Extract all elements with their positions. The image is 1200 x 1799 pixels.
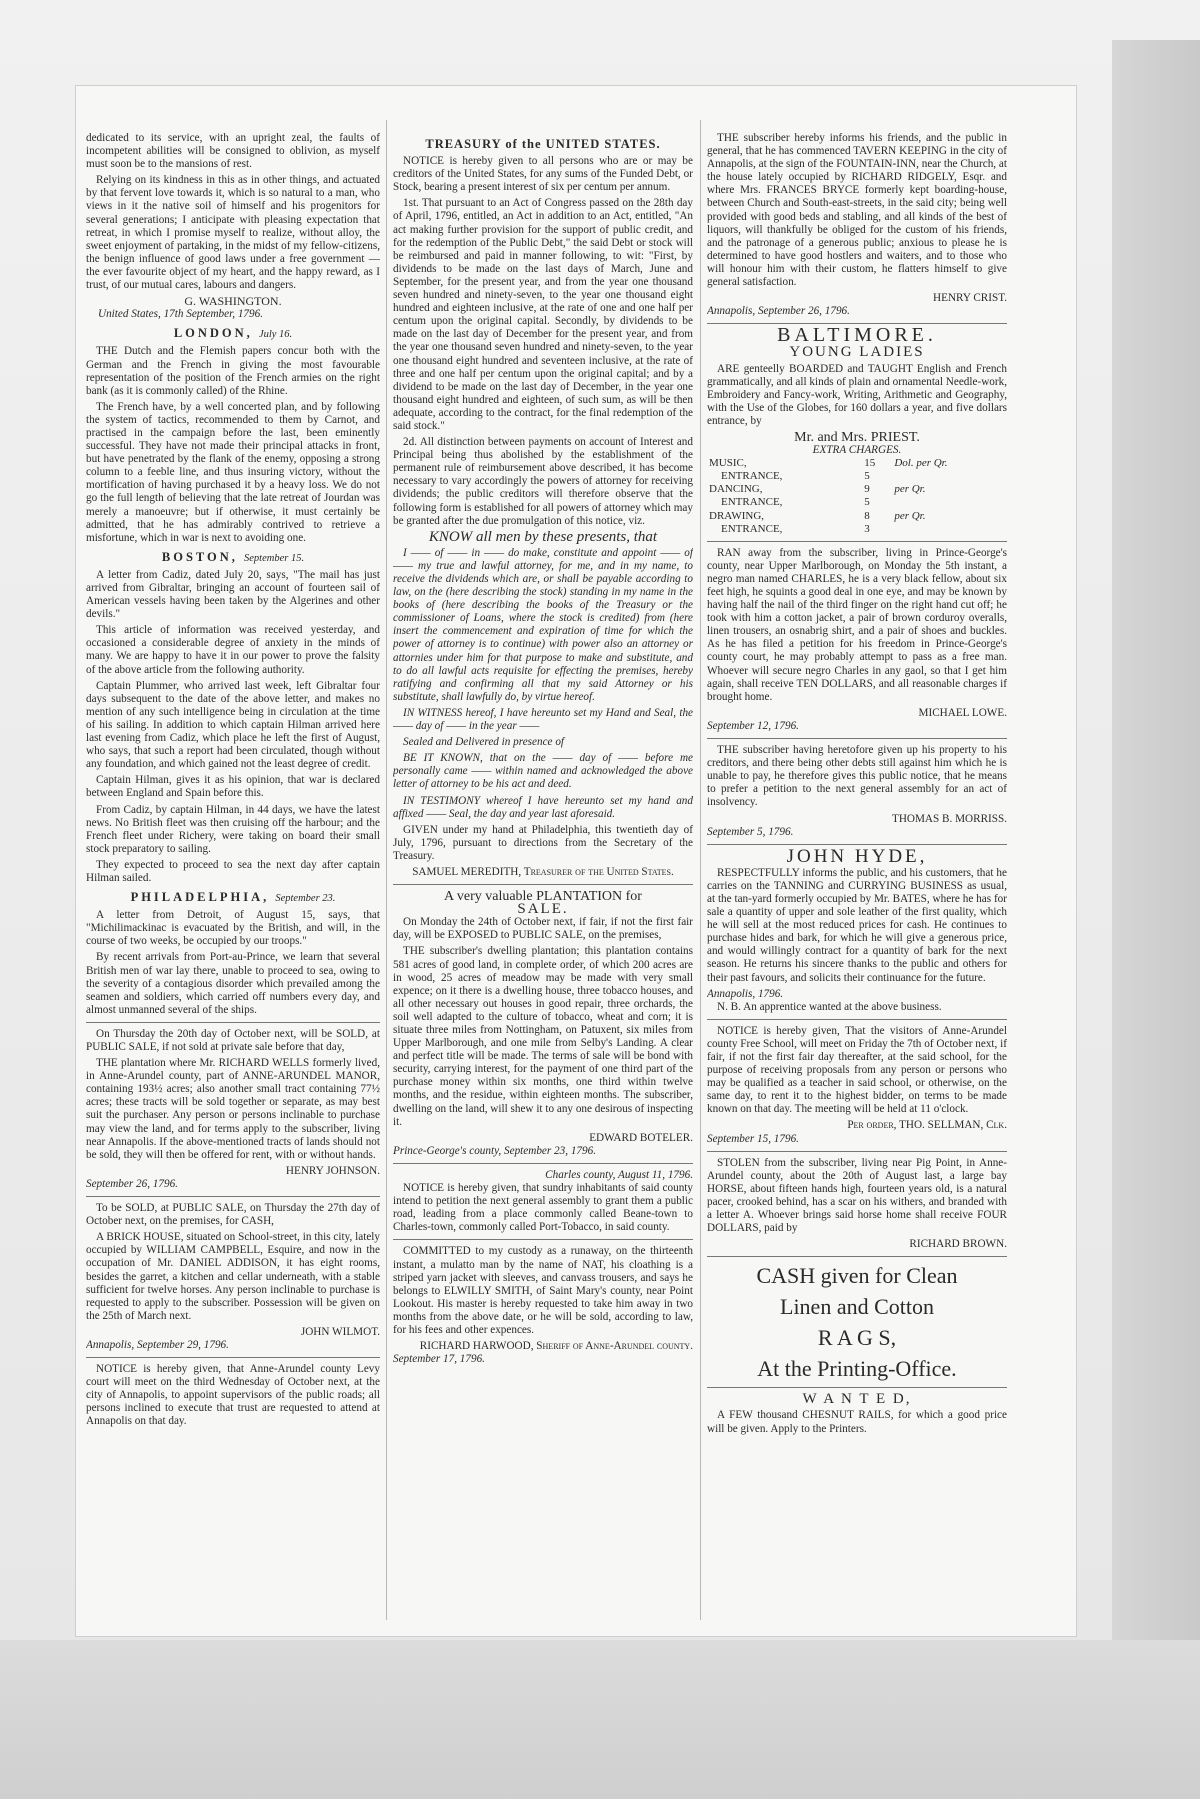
ad-text: THE subscriber hereby informs his friends, and the public in general, that he has commenced TAVERN KEEPING in the city of Annapolis, at the sign of the FOUNTAIN-INN, near the Church, at the house lately occupied by RICHARD RIDGELY, Esqr. and where Mrs. FRANCES BRYCE formerly kept boarding-house, between Church and South-east-streets, in the said city; being well provided with good beds and stabling, and all kinds of the best of liquors, will thankfully be obliged for the custom of his friends, and the patronage of a generous public; anxious to please he is determined to have good hostlers and waiters, and to those who will honour him with their custom, he flatters himself to give general satisfaction.	[707, 132, 1007, 289]
divider	[707, 541, 1007, 542]
ad-signature: HENRY JOHNSON.	[285, 1164, 380, 1177]
article-text: NOTICE is hereby given to all persons who are or may be creditors of the United States, for any sums of the Funded Debt, or Stock, bearing a present interest of six per centum per annum.	[393, 155, 693, 194]
charge-amount: 8	[864, 509, 870, 522]
ad-signature: JOHN WILMOT.	[300, 1325, 380, 1338]
section-heading	[86, 891, 380, 905]
ad-text: NOTICE is hereby given, That the visitors of Anne-Arundel county Free School, will meet on Friday the 7th of October next, if fair, if not the first fair day thereafter, at the said school, for the purpose of receiving proposals from any person or persons who may be qualified as a teacher in said school, or otherwise, on the same day, to rent it to the highest bidder, on terms to be made known on that day. The meeting will be held at 11 o'clock.	[707, 1024, 1007, 1116]
scanner-edge	[1112, 40, 1200, 1799]
article-text: GIVEN under my hand at Philadelphia, this twentieth day of July, 1796, pursuant to directions from the Secretary of the Treasury.	[393, 823, 693, 862]
ad-signature: THOMAS B. MORRISS.	[891, 812, 1007, 825]
treasurer-signature: SAMUEL MEREDITH, Treasurer of the United States.	[412, 865, 674, 878]
article-text: By recent arrivals from Port-au-Prince, we learn that several British men of war lay there, unable to proceed to sea, owing to the severity of a contagious disorder which prevailed among the seamen and soldiers, which carried off numbers every day, and almost unmanned several of the ships.	[86, 951, 380, 1016]
ad-signature: Per order, THO. SELLMAN, Clk.	[847, 1119, 1007, 1132]
treasury-heading: TREASURY of the UNITED STATES.	[425, 137, 661, 151]
table-row	[707, 457, 1007, 470]
charges-table	[707, 457, 1007, 536]
ad-signature: EDWARD BOTELER.	[589, 1131, 693, 1144]
ad-text: THE subscriber having heretofore given up his property to his creditors, and there being other debts still against him which he is unable to pay, he therefore gives this public notice, that he means to prefer a petition to the next general assembly for an act of insolvency.	[707, 744, 1007, 809]
table-row	[707, 496, 1007, 509]
cash-heading: Linen and Cotton	[780, 1294, 934, 1320]
divider	[86, 1022, 380, 1023]
young-ladies-heading: YOUNG LADIES	[789, 344, 925, 361]
charge-unit: Dol. per Qr.	[894, 457, 948, 470]
signature: G. WASHINGTON.	[184, 294, 282, 309]
ad-text: COMMITTED to my custody as a runaway, on the thirteenth instant, a mulatto man by the name of NAT, his cloathing is a striped yarn jacket with sleeves, and canvass trousers, and says he belongs to ELWILLY SMITH, of Saint Mary's county, near Point Lookout. His master is hereby requested to take him away in two months from the above date, or he will be sold, according to law, for his fees and other expences.	[393, 1245, 693, 1336]
heading-date: September 15.	[244, 552, 305, 564]
ad-text: NOTICE is hereby given, that Anne-Arundel county Levy court will meet on the third Wednesday of October next, at the city of Annapolis, to appoint supervisors of the public roads; all persons inclined to execute that trust are requested to attend at Annapolis on that day.	[86, 1363, 380, 1428]
article-text: This article of information was received yesterday, and occasioned a considerable degree of anxiety in the minds of many. We are happy to have it in our power to prove the falsity of the above article from the following authority.	[86, 624, 380, 676]
ad-text: ARE genteelly BOARDED and TAUGHT English and French grammatically, and all kinds of plain and ornamental Needle-work, Embroidery and Fancy-work, Writing, Arithmetic and Geography, with the Use of the Globes, for 160 dollars a year, and five dollars entrance, by	[707, 362, 1007, 427]
ad-text: RESPECTFULLY informs the public, and his customers, that he carries on the TANNING and CURRYING BUSINESS as usual, at the tan-yard formerly occupied by Mr. BATES, where he has for sale a quantity of upper and sole leather of the first quality, which he will sell at the most reduced prices for cash. He continues to purchase hides and bark, for which he will give a generous price, and would willingly contract for a quantity of bark for the next season. He returns his sincere thanks to the public and others for their past favours, and solicits their continuance for the future.	[707, 866, 1007, 984]
table-row	[707, 483, 1007, 496]
divider	[393, 1239, 693, 1240]
heading-text: PHILADELPHIA,	[130, 890, 270, 905]
section-heading	[86, 551, 380, 565]
column-rule	[386, 120, 387, 1620]
charge-unit: per Qr.	[894, 509, 926, 522]
charge-item: ENTRANCE,	[721, 496, 783, 509]
ad-text: NOTICE is hereby given, that sundry inhabitants of said county intend to petition the next general assembly to grant them a public road, leading from a place commonly called Beane-town to Charles-town, commonly called Port-Tobacco, in said county.	[393, 1182, 693, 1234]
ad-text: RAN away from the subscriber, living in Prince-George's county, near Upper Marlborough, on Monday the 5th instant, a negro man named CHARLES, he is a very black fellow, about six feet high, he squints a good deal in one eye, and may be known by having half the nail of the third finger on the right hand cut off; he took with him a cotton jacket, a pair of brown corduroy overalls, linen trousers, an osnabrig shirt, and a pair of shoes and buckles. As he has filed a petition for his freedom in Prince-George's county court, he may probably attempt to pass as a free man. Whoever will secure negro Charles in any gaol, so that I get him again, shall receive TEN DOLLARS, and all reasonable charges if brought home.	[707, 546, 1007, 703]
form-text: I —— of —— in —— do make, constitute and appoint —— of —— my true and lawful attorney, for me, and in my name, to receive the dividends which are, or shall be payable according to law, on the (here describing the stock) standing in my name in the books of (here describing the books of the Treasury or the commissioner of Loans, where the stock is credited) from (here insert the commencement and expiration of time for which the power of attorney is to continue) with power also an attorney or attornies under him for that purpose to make and substitute, and to do all lawful acts requisite for effecting the premises, hereby ratifying and confirming all that my said Attorney or his substitute, shall lawfully do, by virtue hereof.	[393, 546, 693, 703]
ad-text: On Monday the 24th of October next, if fair, if not the first fair day, will be EXPOSED to PUBLIC SALE, on the premises,	[393, 916, 693, 942]
charge-amount: 3	[864, 522, 870, 535]
charge-amount: 5	[864, 496, 870, 509]
article-text: THE Dutch and the Flemish papers concur both with the German and the French in giving the most favourable representation of the position of the French armies on the right bank (as it is commonly called) of the Rhine.	[86, 345, 380, 397]
farewell-text: Relying on its kindness in this as in other things, and actuated by that fervent love towards it, which is so natural to a man, who views in it the native soil of himself and his progenitors for several generations; I anticipate with pleasing expectation that retreat, in which I promise myself to realize, without alloy, the sweet enjoyment of partaking, in the midst of my fellow-citizens, the benign influence of good laws under a free government — the ever favourite object of my heart, and the happy reward, as I trust, of our mutual cares, labours and dangers.	[86, 174, 380, 292]
charge-item: DANCING,	[709, 483, 763, 496]
extra-charges-heading: EXTRA CHARGES.	[812, 444, 902, 457]
divider	[86, 1196, 380, 1197]
divider	[707, 844, 1007, 845]
wanted-heading: W A N T E D,	[802, 1391, 912, 1408]
ad-heading: SALE.	[517, 901, 569, 918]
heading-date: September 23.	[275, 893, 336, 905]
ad-text: A BRICK HOUSE, situated on School-street, in this city, lately occupied by WILLIAM CAMPBELL, Esquire, and now in the occupation of Mr. DANIEL ADDISON, it has eight rooms, besides the garret, a kitchen and cellar underneath, with a stable sufficient for twelve horses. Any person inclinable to purchase is requested to apply to the subscriber. Possession will be given on the 25th of March next.	[86, 1231, 380, 1322]
article-text: 2d. All distinction between payments on account of Interest and Principal being thus abolished by the establishment of the permanent rule of reimbursement above described, it has become necessary to vary accordingly the powers of attorney for receiving dividends; the public creditors will therefore observe that the following form is established for all powers of attorney which may be granted after the due promulgation of this notice, viz.	[393, 436, 693, 527]
article-text: A letter from Cadiz, dated July 20, says, "The mail has just arrived from Gibraltar, bringing an account of fourteen sail of American vessels having been taken by the Algerines and other devils."	[86, 568, 380, 621]
form-text: BE IT KNOWN, that on the —— day of —— before me personally came —— within named and acknowledged the above letter of attorney to be his act and deed.	[393, 752, 693, 791]
ad-date: September 15, 1796.	[707, 1132, 799, 1145]
charge-item: MUSIC,	[709, 457, 747, 470]
divider	[707, 738, 1007, 739]
divider	[393, 884, 693, 885]
charge-amount: 9	[864, 483, 870, 496]
article-text: From Cadiz, by captain Hilman, in 44 days, we have the latest news. No British fleet was then cruising off the harbour; and the French fleet under Richery, were taking on board their small stock preparatory to sailing.	[86, 803, 380, 855]
form-text: Sealed and Delivered in presence of	[403, 736, 565, 749]
ad-heading: A very valuable PLANTATION for	[444, 889, 642, 905]
divider	[707, 1256, 1007, 1257]
divider	[707, 1387, 1007, 1388]
heading-text: BOSTON,	[161, 549, 238, 564]
article-text: Captain Plummer, who arrived last week, left Gibraltar four days subsequent to the date of the above letter, and makes no mention of any such intelligence being in circulation at the time of his sailing. In addition to which captain Hilman arrived here last evening from Cadiz, which place he left the first of August, who says, that such a report had been circulated, though without any foundation, and which gained not the least degree of credit.	[86, 679, 380, 771]
charge-unit	[892, 523, 1007, 536]
divider	[707, 1151, 1007, 1152]
ad-text: A FEW thousand CHESNUT RAILS, for which a good price will be given. Apply to the Printers.	[707, 1409, 1007, 1435]
hyde-heading: JOHN HYDE,	[786, 845, 928, 867]
charge-unit	[892, 496, 1007, 509]
charge-unit	[892, 470, 1007, 483]
charge-item: ENTRANCE,	[721, 470, 783, 483]
column-rule	[700, 120, 701, 1620]
ad-date: September 17, 1796.	[393, 1353, 485, 1366]
table-row	[707, 470, 1007, 483]
table-row	[707, 523, 1007, 536]
form-text: IN WITNESS hereof, I have hereunto set my Hand and Seal, the —— day of —— in the year ——	[393, 706, 693, 733]
heading-text: LONDON,	[173, 326, 253, 341]
ad-date: September 26, 1796.	[86, 1177, 178, 1190]
ad-text: STOLEN from the subscriber, living near Pig Point, in Anne-Arundel county, about the 20th of August last, a large bay HORSE, about fifteen hands high, fourteen years old, is a natural pacer, crooked behind, has a scar on his withers, and branded with a letter A. Whoever brings said horse home shall receive FOUR DOLLARS, paid by	[707, 1156, 1007, 1235]
charge-item: DRAWING,	[709, 509, 765, 522]
scanner-bottom	[0, 1640, 1200, 1799]
ad-signature: MICHAEL LOWE.	[918, 706, 1007, 719]
column-3	[707, 132, 1007, 1632]
article-text: Captain Hilman, gives it as his opinion, that war is declared between England and Spain before this.	[86, 774, 380, 800]
cash-heading: CASH given for Clean	[756, 1263, 958, 1289]
ad-text: THE subscriber's dwelling plantation; this plantation contains 581 acres of good land, in complete order, of which 200 acres are in wood, 25 acres of meadow may be made with very small expence; on it there is a dwelling house, three tobacco houses, and all other necessary out houses in good repair, three orchards, the soil well adapted to the culture of tobacco, wheat and corn; it is situate three miles from Nottingham, on Patuxent, six miles from Upper Marlborough, and one mile from Selby's Landing. A clear and perfect title will be made. The terms of sale will be bond with security, carrying interest, for the payment of one third part of the purchase money within six months, one third within twelve months, and the residue, within eighteen months. The subscriber, dwelling on the land, will shew it to any one desirous of inspecting it.	[393, 945, 693, 1128]
charge-item: ENTRANCE,	[721, 522, 783, 535]
article-text: The French have, by a well concerted plan, and by following the system of tactics, recommended to them by Carnot, and practised in the campaign before the last, been eminently successful. They have not made their principal attacks in front, but have penetrated by the flank of the enemy, opposing a strong column to a feeble line, and thus insuring victory, without the mortification of having purchased it by a heavy loss. We do not go the full length of believing that the late retreat of Jourdan was merely a manoeuvre; but if otherwise, it must certainly be admitted, that he has admirably contrived to retrieve a misfortune, which in war is next to avoiding one.	[86, 400, 380, 544]
ad-text: N. B. An apprentice wanted at the above business.	[717, 1000, 942, 1013]
farewell-text: dedicated to its service, with an upright zeal, the faults of incompetent abilities will be consigned to oblivion, as myself must soon be to the mansions of rest.	[86, 132, 380, 171]
ad-date: Annapolis, 1796.	[707, 987, 784, 1000]
ad-signature: Mr. and Mrs. PRIEST.	[794, 429, 920, 445]
know-heading: KNOW all men by these presents, that	[428, 528, 658, 545]
ad-date: September 5, 1796.	[707, 825, 794, 838]
ad-date: Annapolis, September 26, 1796.	[707, 305, 850, 318]
article-text: 1st. That pursuant to an Act of Congress passed on the 28th day of April, 1796, entitled, an Act in addition to an Act, entitled, "An act making further provision for the support of public credit, and for the redemption of the Public Debt," the said Debt or stock will be reimbursed and paid in manner following, to wit: "First, by dividends to be made on the last days of March, June and September, for the present year, and from the year one thousand seven hundred and ninety-seven, to the year one thousand eight hundred and eighteen inclusive, at the rate of one and one half per centum upon the original capital. Secondly, by dividends to be made on the last day of December for the present year, and from the year one thousand seven hundred and ninety-seven, to the year one thousand eight hundred and seventeen inclusive, at the rate of three and one half per centum upon the original capital; and by a dividend to be made on the last day of December, in the year one thousand eight hundred and eighteen, of such sum, as will be then adequate, according to the contract, for the final redemption of the said stock."	[393, 197, 693, 432]
cash-heading: R A G S,	[817, 1325, 897, 1351]
ad-date: September 12, 1796.	[707, 719, 799, 732]
ad-text: On Thursday the 20th day of October next, will be SOLD, at PUBLIC SALE, if not sold at private sale before that day,	[86, 1027, 380, 1053]
column-2	[393, 132, 693, 1632]
heading-date: July 16.	[258, 329, 293, 341]
section-heading	[86, 327, 380, 341]
form-text: IN TESTIMONY whereof I have hereunto set my hand and affixed —— Seal, the day and year last aforesaid.	[393, 794, 693, 820]
ad-text: To be SOLD, at PUBLIC SALE, on Thursday the 27th day of October next, on the premises, for CASH,	[86, 1202, 380, 1228]
ad-date: Charles county, August 11, 1796.	[545, 1168, 693, 1181]
baltimore-heading: BALTIMORE.	[777, 324, 937, 347]
column-1	[86, 132, 380, 1632]
ad-signature: RICHARD HARWOOD, Sheriff of Anne-Arundel county.	[419, 1340, 693, 1353]
article-text: A letter from Detroit, of August 15, says, that "Michilimackinac is evacuated by the British, and will, in the course of two weeks, be occupied by our troops."	[86, 909, 380, 948]
ad-date: Prince-George's county, September 23, 1796.	[393, 1144, 596, 1157]
ad-signature: RICHARD BROWN.	[909, 1238, 1007, 1251]
cash-heading: At the Printing-Office.	[757, 1356, 957, 1382]
divider	[86, 1357, 380, 1358]
table-row	[707, 510, 1007, 523]
dateline: United States, 17th September, 1796.	[98, 308, 263, 321]
ad-signature: HENRY CRIST.	[933, 292, 1007, 305]
charge-amount: 5	[864, 470, 870, 483]
divider	[393, 1163, 693, 1164]
charge-amount: 15	[864, 457, 876, 470]
article-text: They expected to proceed to sea the next day after captain Hilman sailed.	[86, 858, 380, 884]
ad-date: Annapolis, September 29, 1796.	[86, 1338, 229, 1351]
charge-unit: per Qr.	[894, 483, 926, 496]
ad-text: THE plantation where Mr. RICHARD WELLS formerly lived, in Anne-Arundel county, part of ANNE-ARUNDEL MANOR, containing 193½ acres; also another small tract containing 77½ acres; these tracts will be sold together or separate, as may best suit the purchaser. Any person or persons inclinable to purchase may view the land, and for terms apply to the subscriber, living near Annapolis. If the above-mentioned tracts of lands should not be sold, they will then be offered for rent, with or without hands.	[86, 1057, 380, 1161]
divider	[707, 1019, 1007, 1020]
